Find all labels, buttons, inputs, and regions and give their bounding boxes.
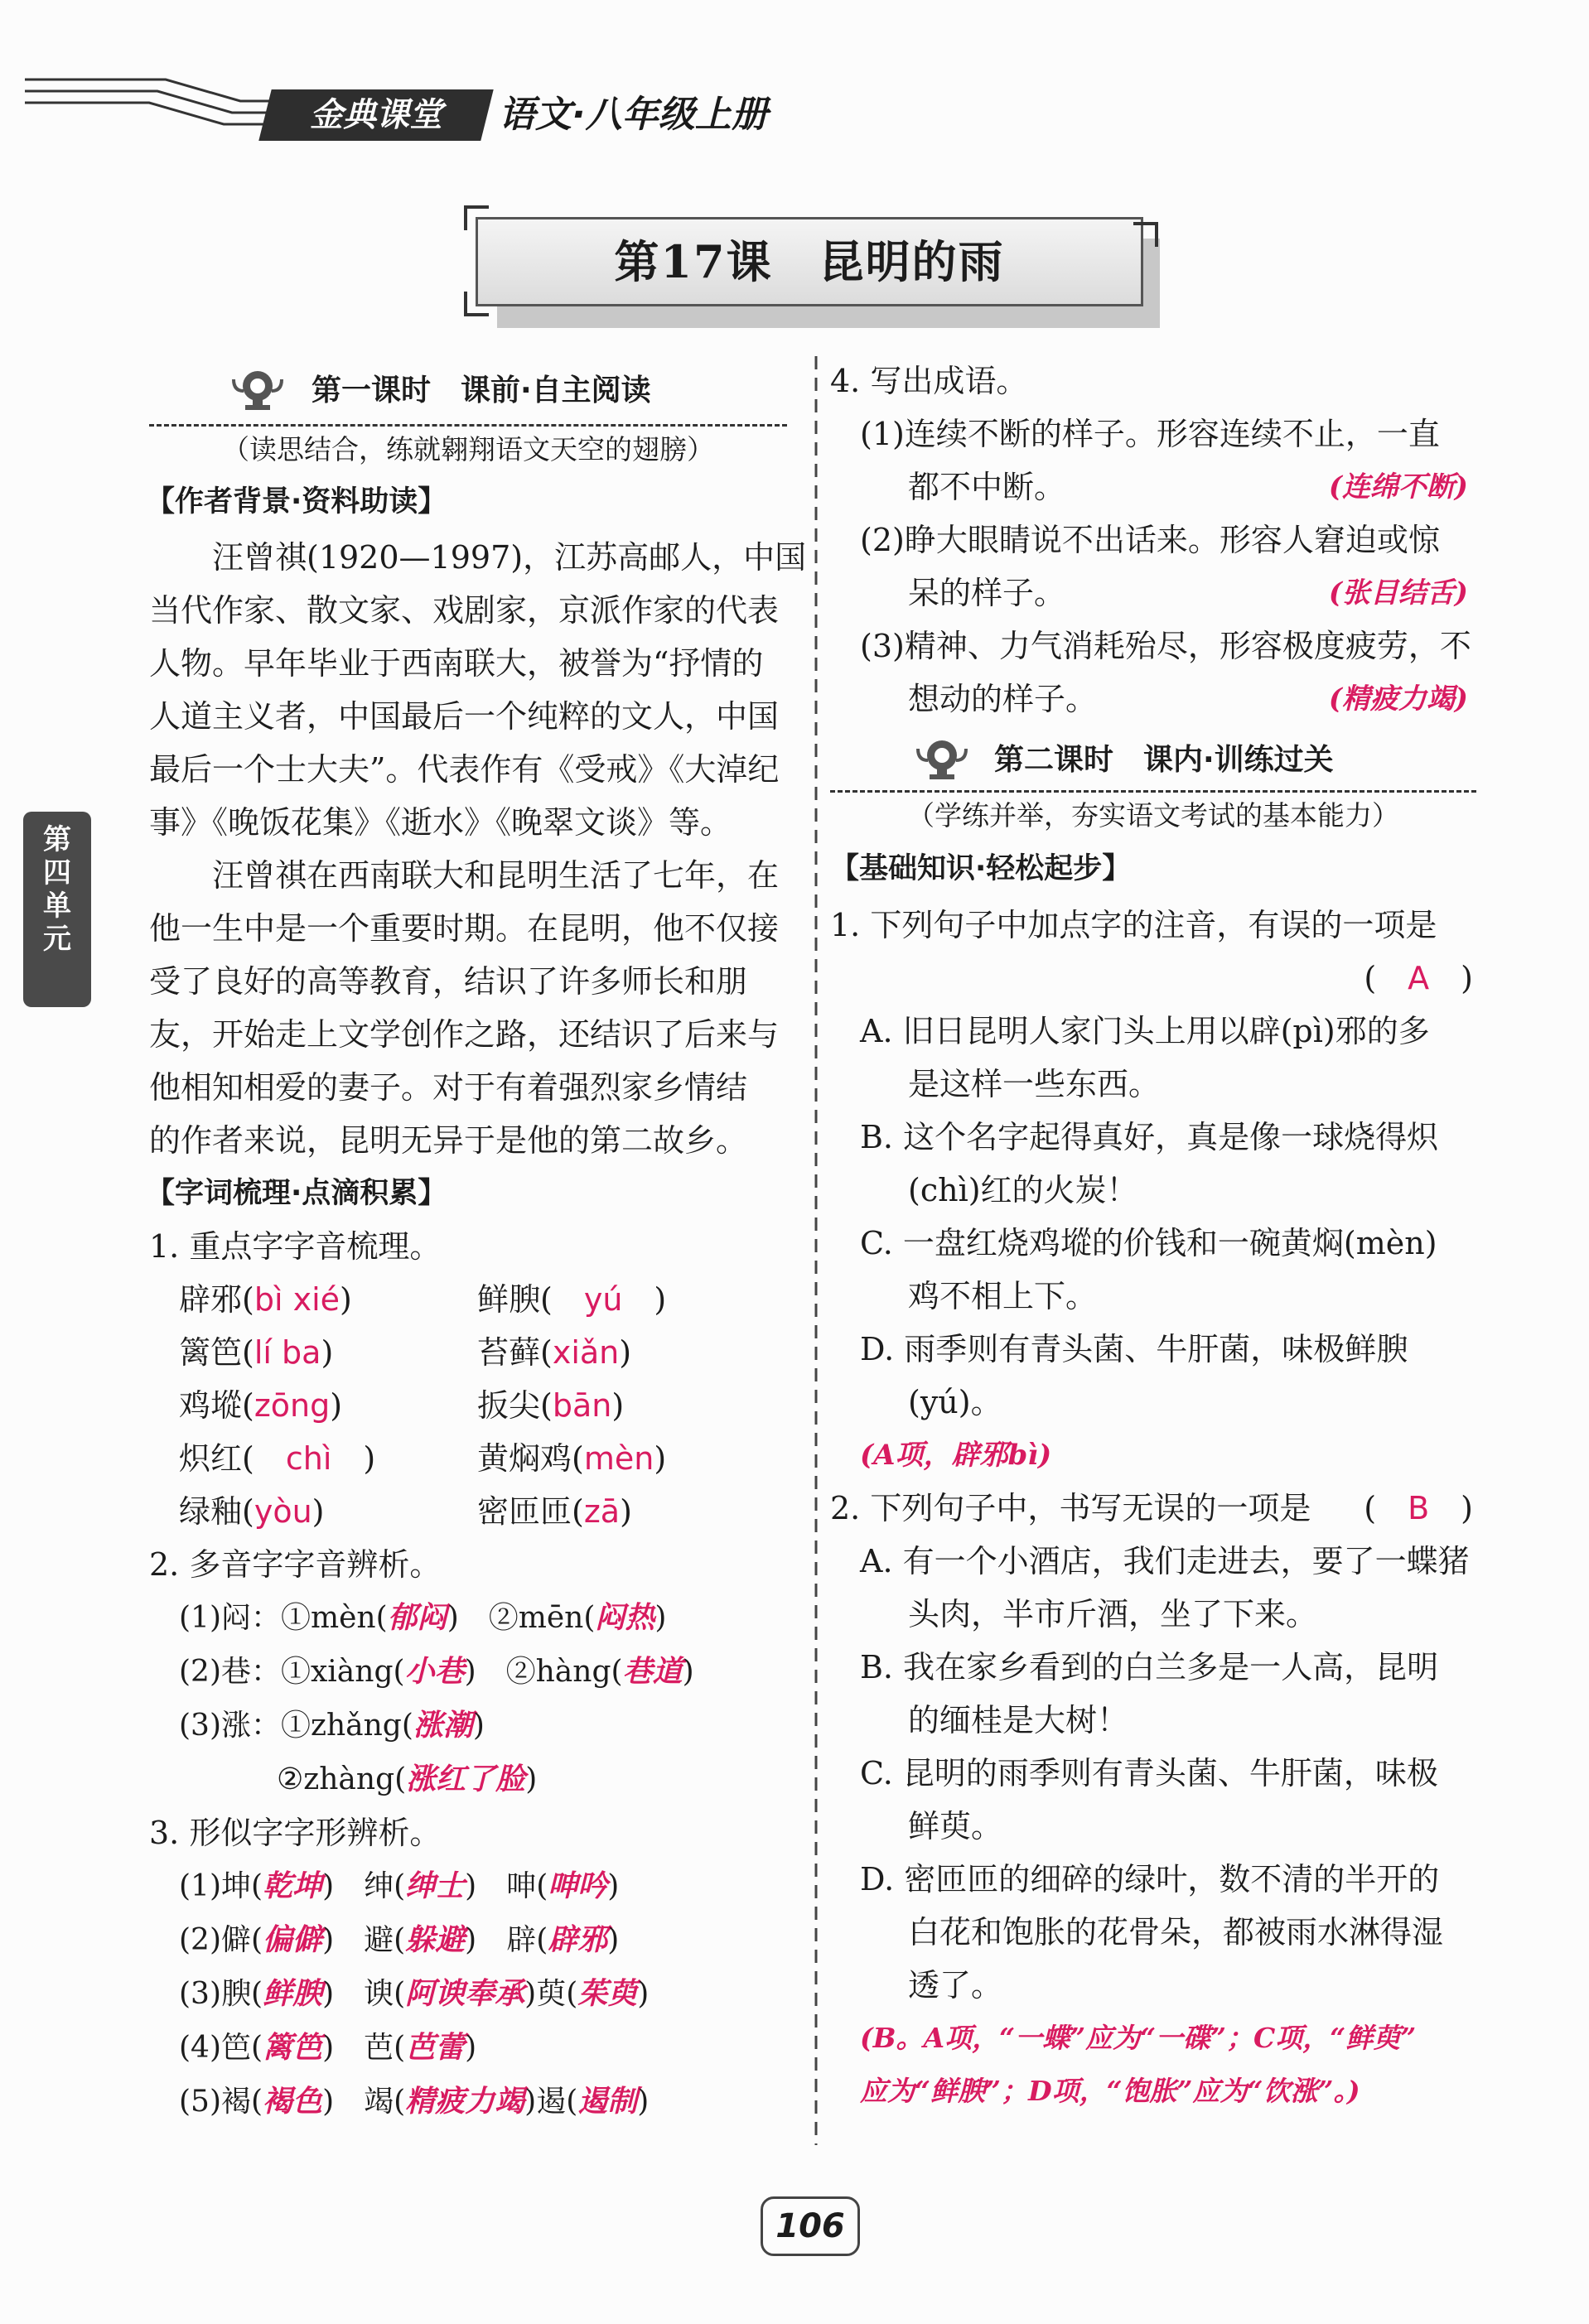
background-heading: 【作者背景·资料助读】 [146, 485, 447, 518]
brand-text: 金典课堂 [310, 96, 442, 134]
option-line: 的缅桂是大树！ [908, 1702, 1129, 1738]
option-line: 白花和饱胀的花骨朵，都被雨水淋得湿 [908, 1914, 1444, 1950]
mc2-explanation-line: (B。A项，“一蝶”应为“一碟”；C项，“鲜萸” [860, 2022, 1417, 2054]
question-4: 4. 写出成语。 [830, 363, 1028, 399]
section1-subtitle: （读思结合，练就翱翔语文天空的翅膀） [222, 433, 714, 465]
q3-row: (1)坤(乾坤) 绅(绅士) 呻(呻吟) [179, 1868, 620, 1903]
option-line: (yú)。 [908, 1384, 1002, 1420]
text-line: 当代作家、散文家、戏剧家，京派作家的代表 [149, 592, 780, 629]
column-divider [810, 356, 822, 2145]
text-line: 人物。早年毕业于西南联大，被誉为“抒情的 [149, 645, 764, 682]
option-line: 头肉，半市斤酒，坐了下来。 [908, 1596, 1318, 1632]
option-line: A. 旧日昆明人家门头上用以辟(pì)邪的多 [860, 1013, 1430, 1049]
mc1-stem: 1. 下列句子中加点字的注音，有误的一项是 [830, 907, 1437, 943]
mc2-answer: B [1408, 1490, 1430, 1526]
q3-row: (5)褐(褐色) 竭(精疲力竭)遏(遏制) [179, 2084, 650, 2119]
pinyin-item: 苔藓(xiǎn) [477, 1334, 632, 1371]
text-line: 汪曾祺在西南联大和昆明生活了七年，在 [212, 857, 780, 894]
lesson-title: 第17课 昆明的雨 [614, 235, 1005, 288]
option-line: D. 密匝匝的细碎的绿叶，数不清的半开的 [860, 1861, 1440, 1897]
vocab-heading: 【字词梳理·点滴积累】 [146, 1177, 447, 1210]
subject-title: 语文·八年级上册 [499, 94, 768, 136]
mc1-explanation: (A项，辟邪bì) [860, 1439, 1052, 1472]
pinyin-item: 密匝匝(zā) [477, 1493, 632, 1530]
pinyin-item: 绿釉(yòu) [179, 1493, 325, 1530]
option-line: B. 这个名字起得真好，真是像一球烧得炽 [860, 1119, 1439, 1155]
q3-list [149, 1859, 787, 2129]
trophy-icon [230, 368, 285, 411]
q4-line: 呆的样子。 (张目结舌) [908, 575, 1468, 611]
pinyin-item: 炽红( chì ) [179, 1440, 376, 1477]
header-decoration-lines [25, 73, 290, 147]
title-corner-bl [464, 292, 489, 316]
q4-line: 都不中断。 (连绵不断) [908, 469, 1468, 505]
text-line: 友，开始走上文学创作之路，还结识了后来与 [149, 1016, 780, 1053]
text-line: 最后一个士大夫”。代表作有《受戒》《大淖纪 [149, 751, 780, 788]
left-column [146, 364, 807, 2129]
option-line: 透了。 [908, 1967, 1003, 2003]
page-number: 106 [761, 2196, 860, 2256]
side-tab-char: 第 [43, 823, 71, 856]
pinyin-grid [149, 1273, 787, 1538]
question-1: 1. 重点字字音梳理。 [149, 1228, 442, 1265]
q3-row: (4)笆(篱笆) 芭(芭蕾) [179, 2030, 477, 2065]
text-line: 他一生中是一个重要时期。在昆明，他不仅接 [149, 910, 780, 947]
side-tab-char: 四 [43, 856, 71, 890]
pinyin-item: 鲜腴( yú ) [477, 1281, 667, 1318]
text-line: 的作者来说，昆明无异于是他的第二故乡。 [149, 1122, 748, 1159]
option-line: C. 一盘红烧鸡㙡的价钱和一碗黄焖(mèn) [860, 1225, 1437, 1261]
q4-list [830, 407, 1476, 726]
pinyin-item: 鸡㙡(zōng) [179, 1387, 343, 1424]
side-tab-char: 元 [43, 923, 71, 956]
trophy-icon [915, 737, 969, 780]
section2-header [830, 734, 1476, 787]
pinyin-item: 黄焖鸡(mèn) [477, 1440, 667, 1477]
mc1-options [830, 1005, 1476, 1429]
mc2-explanation-line: 应为“鲜腴”；D项，“饱胀”应为“饮涨”。) [860, 2075, 1360, 2107]
mc2-stem: 2. 下列句子中，书写无误的一项是 [830, 1490, 1311, 1526]
title-corner-br [1133, 222, 1158, 247]
mc1-answer-slot: ( A ) [1364, 960, 1473, 996]
basic-heading: 【基础知识·轻松起步】 [830, 852, 1132, 885]
option-line: 鸡不相上下。 [908, 1278, 1098, 1314]
mc1-answer: A [1408, 960, 1430, 996]
pinyin-item: 辟邪(bì xié) [179, 1281, 352, 1318]
q2-row: (2)巷：①xiàng(小巷) ②hàng(巷道) [179, 1654, 694, 1689]
q2-list [149, 1591, 787, 1806]
text-line: 人道主义者，中国最后一个纯粹的文人，中国 [149, 698, 780, 735]
q2-row: (3)涨：①zhǎng(涨潮) [179, 1708, 485, 1743]
section1-heading: 第一课时 课前·自主阅读 [312, 374, 651, 407]
option-line: B. 我在家乡看到的白兰多是一人高，昆明 [860, 1649, 1439, 1685]
background-paragraph-1 [149, 531, 807, 849]
q4-line: (2)睁大眼睛说不出话来。形容人窘迫或惊 [860, 522, 1440, 558]
question-2: 2. 多音字字音辨析。 [149, 1546, 442, 1583]
q2-row: ②zhàng(涨红了脸) [277, 1762, 538, 1796]
text-line: 事》《晚饭花集》《逝水》《晚翠文谈》等。 [149, 804, 732, 841]
right-column [830, 354, 1476, 2118]
option-line: D. 雨季则有青头菌、牛肝菌，味极鲜腴 [860, 1331, 1408, 1367]
q4-line: (3)精神、力气消耗殆尽，形容极度疲劳，不 [860, 628, 1471, 664]
option-line: 是这样一些东西。 [908, 1066, 1161, 1102]
pinyin-item: 篱笆(lí ba) [179, 1334, 334, 1371]
option-line: A. 有一个小酒店，我们走进去，要了一蝶猪 [860, 1543, 1470, 1579]
q3-row: (3)腴(鲜腴) 谀(阿谀奉承)萸(茱萸) [179, 1976, 650, 2011]
section1-header [149, 364, 787, 417]
q4-line: 想动的样子。 (精疲力竭) [908, 681, 1468, 717]
option-line: 鲜萸。 [908, 1808, 1003, 1844]
option-line: (chì)红的火炭！ [908, 1172, 1138, 1208]
section2-subtitle: （学练并举，夯实语文考试的基本能力） [907, 799, 1399, 832]
q4-line: (1)连续不断的样子。形容连续不止，一直 [860, 416, 1440, 452]
background-paragraph-2 [149, 849, 787, 1167]
option-line: C. 昆明的雨季则有青头菌、牛肝菌，味极 [860, 1755, 1438, 1791]
question-3: 3. 形似字字形辨析。 [149, 1815, 442, 1851]
title-corner-tl [464, 205, 489, 230]
text-line: 汪曾祺(1920—1997)，江苏高邮人，中国 [212, 539, 807, 576]
side-tab-char: 单 [43, 890, 71, 923]
text-line: 受了良好的高等教育，结识了许多师长和朋 [149, 963, 748, 1000]
mc2-stem-row: 2. 下列句子中，书写无误的一项是 ( B ) [830, 1490, 1473, 1526]
q3-row: (2)僻(偏僻) 避(躲避) 辟(辟邪) [179, 1922, 620, 1957]
text-line: 他相知相爱的妻子。对于有着强烈家乡情结 [149, 1069, 748, 1106]
brand-badge [258, 89, 493, 141]
pinyin-item: 扳尖(bān) [477, 1387, 625, 1424]
section2-heading: 第二课时 课内·训练过关 [994, 743, 1334, 777]
q2-row: (1)闷：①mèn(郁闷) ②mēn(闷热) [179, 1600, 667, 1635]
mc2-options [830, 1535, 1476, 2012]
unit-side-tab [23, 812, 91, 1007]
